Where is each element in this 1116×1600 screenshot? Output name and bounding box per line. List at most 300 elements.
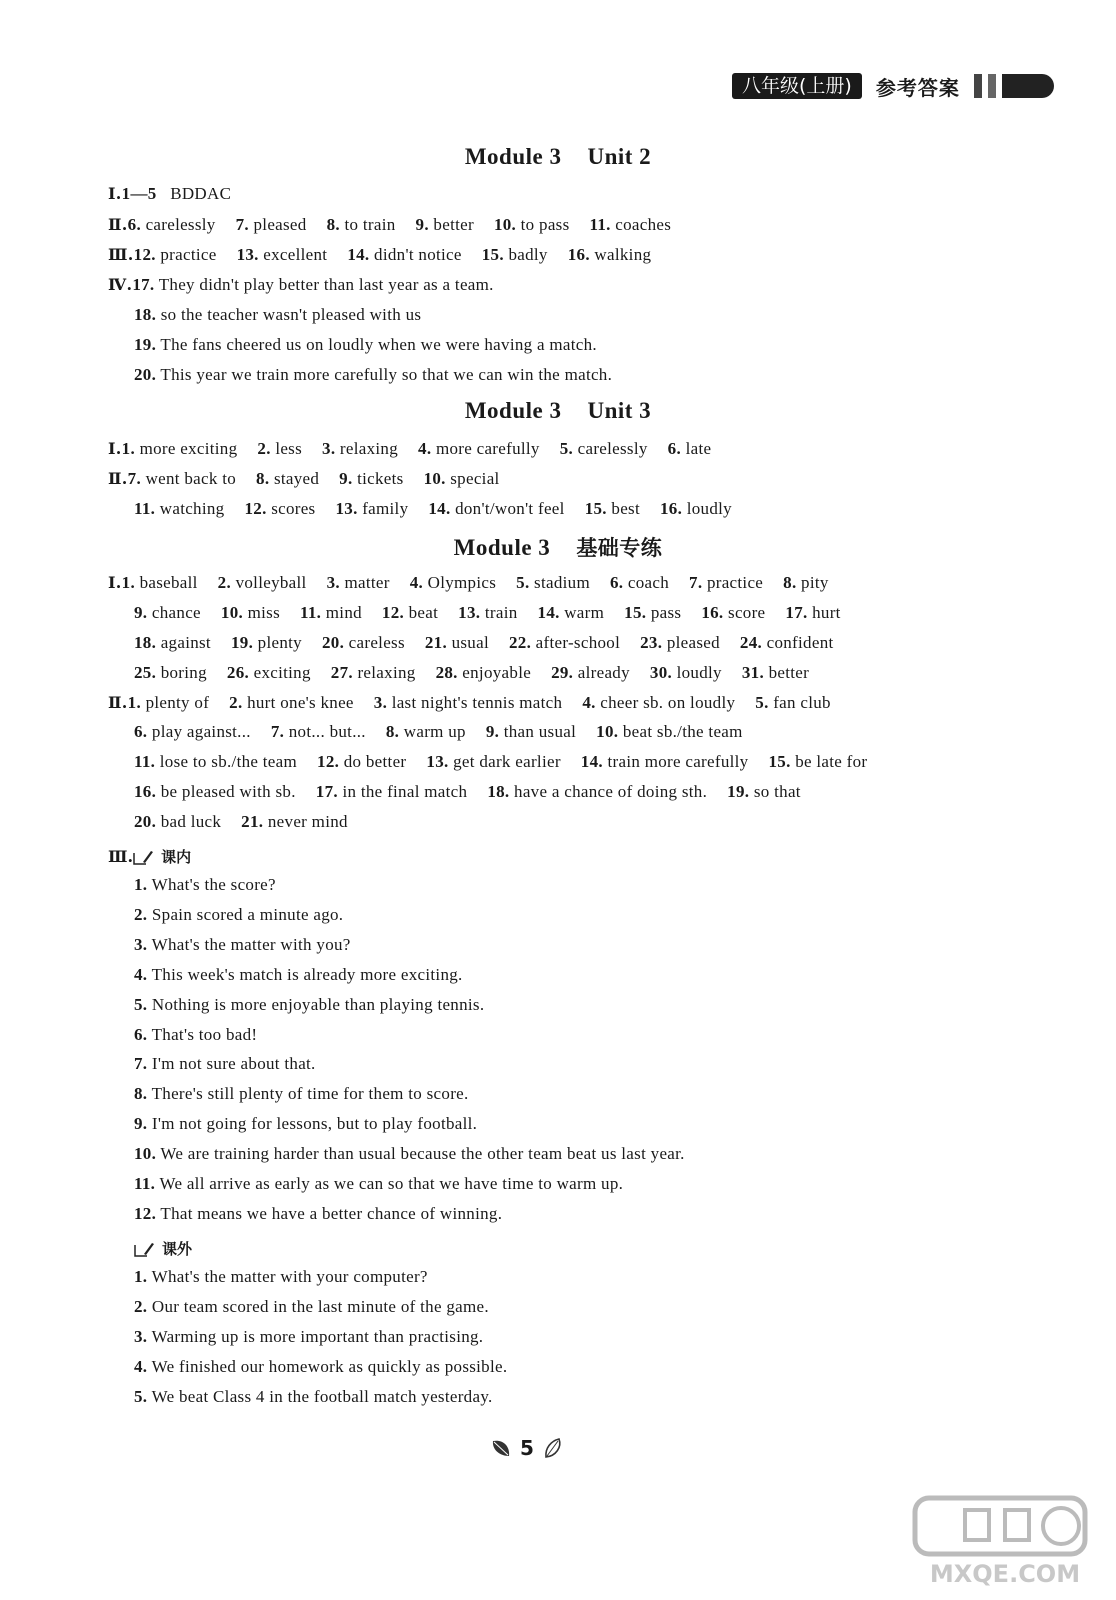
answer-item (785, 603, 840, 623)
item-answer: boring (156, 663, 207, 682)
item-answer: pleased (662, 633, 720, 652)
section-title (0, 532, 1116, 562)
answer-line (108, 439, 731, 459)
item-answer: baseball (135, 573, 198, 592)
item-answer: fan club (768, 693, 831, 712)
decor-bar (974, 74, 982, 98)
item-number: 4. (134, 964, 148, 984)
answer-item (128, 693, 210, 713)
item-number: 5. (134, 1386, 148, 1406)
item-number: 7. (127, 469, 142, 488)
item-number: 3. (322, 439, 336, 458)
answer-item (560, 439, 648, 459)
grade-badge: 八年级(上册) (732, 73, 862, 99)
item-number: 15. (768, 752, 791, 771)
item-answer: stayed (269, 469, 320, 488)
item-answer: walking (589, 245, 652, 264)
item-number: 14. (580, 752, 603, 771)
item-answer: be late for (790, 752, 868, 771)
item-answer: warm up (399, 722, 466, 741)
item-answer: plenty of (141, 693, 210, 712)
module-label: Module 3 (464, 398, 562, 423)
item-number: 10. (220, 603, 244, 622)
item-number: 14. (428, 499, 451, 518)
item-number: 2. (229, 693, 243, 712)
item-number: 3. (134, 1326, 148, 1346)
answer-item (134, 722, 251, 742)
item-number: 3. (326, 573, 340, 592)
roman-numeral: Ⅱ. (108, 693, 128, 712)
answer-item (487, 782, 707, 802)
item-number: 9. (415, 215, 429, 234)
answer-item (134, 995, 484, 1015)
item-answer: less (270, 439, 303, 458)
answer-item (568, 245, 652, 265)
answer-item (134, 1114, 477, 1134)
sentence-line (134, 1387, 513, 1407)
item-number: 16. (701, 603, 724, 622)
item-answer: pass (646, 603, 682, 622)
item-number: 27. (330, 663, 353, 682)
roman-numeral: Ⅱ. (108, 469, 128, 488)
answer-line (134, 722, 763, 742)
item-number: 15. (624, 603, 647, 622)
answer-item (486, 722, 576, 742)
item-answer: relaxing (335, 439, 399, 458)
item-answer: Nothing is more enjoyable than playing tennis. (147, 994, 485, 1014)
sentence-line (134, 1357, 527, 1377)
item-answer: lose to sb./the team (155, 752, 298, 771)
answer-item (132, 275, 493, 295)
item-number: 18. (487, 782, 510, 801)
item-number: 11. (589, 215, 611, 234)
item-number: 17. (132, 275, 155, 294)
page-footer (490, 1436, 564, 1460)
sentence-line (134, 1025, 277, 1045)
item-answer: bad luck (156, 812, 222, 831)
item-number: 1. (121, 439, 136, 458)
answer-item (331, 663, 416, 683)
item-answer: more exciting (135, 439, 238, 458)
answer-item (624, 603, 681, 623)
item-number: 9. (339, 469, 353, 488)
answer-line (134, 365, 632, 385)
answer-item (134, 245, 217, 265)
answer-item (382, 603, 438, 623)
answer-item (428, 499, 564, 519)
item-answer: careless (344, 633, 405, 652)
item-number: 16. (567, 245, 590, 264)
answer-line (134, 305, 441, 325)
item-number: 11. (134, 1174, 156, 1193)
sentence-line (134, 875, 296, 895)
answer-item (134, 365, 612, 385)
answer-item (134, 663, 207, 683)
item-number: 12. (317, 752, 340, 771)
roman-numeral: Ⅲ. (108, 847, 134, 866)
item-answer: don't/won't feel (450, 499, 565, 518)
answer-item (509, 633, 620, 653)
item-answer: Warming up is more important than practising. (147, 1326, 484, 1346)
item-number: 19. (134, 335, 157, 354)
item-number: 9. (134, 1114, 148, 1134)
item-number: 6. (667, 439, 682, 458)
answer-line (108, 469, 520, 489)
answer-line (108, 275, 514, 295)
answer-item (134, 935, 351, 955)
item-answer: family (357, 499, 409, 518)
answer-item (256, 469, 319, 489)
sentence-line (134, 935, 371, 955)
item-number: 9. (485, 722, 500, 741)
item-answer: We all arrive as early as we can so that we have time to warm up. (155, 1174, 624, 1193)
unit-label: Unit 2 (587, 144, 652, 169)
roman-numeral: Ⅲ. (108, 245, 134, 264)
answers-label: 参考答案 (875, 75, 960, 100)
answer-line (134, 633, 854, 653)
item-number: 8. (385, 722, 400, 741)
item-answer: pleased (248, 215, 307, 234)
item-answer: special (445, 469, 500, 488)
answer-item (322, 633, 405, 653)
answer-item (128, 215, 216, 235)
item-answer: What's the matter with your computer? (147, 1267, 428, 1286)
item-number: 15. (481, 245, 504, 264)
item-number: 8. (256, 469, 270, 488)
item-answer: against (156, 633, 211, 652)
watermark-logo (905, 1490, 1105, 1590)
answer-item (581, 752, 749, 772)
answer-item (257, 439, 302, 459)
item-answer: already (573, 663, 630, 682)
item-answer: better (428, 215, 474, 234)
item-answer: confident (762, 633, 834, 652)
item-number: 1. (134, 1267, 148, 1286)
module-label: Module 3 (464, 144, 562, 169)
answer-item (134, 335, 597, 355)
item-answer: practice (702, 573, 764, 592)
answer-item (134, 752, 297, 772)
item-answer: mind (321, 603, 362, 622)
answer-line (134, 663, 829, 683)
item-number: 2. (257, 439, 271, 458)
answer-item (134, 1267, 428, 1287)
answer-line (134, 603, 861, 623)
item-number: 11. (134, 499, 156, 518)
item-answer: chance (147, 603, 201, 622)
item-number: 13. (426, 752, 449, 771)
answer-item (727, 782, 801, 802)
roman-numeral: Ⅰ. (108, 184, 122, 203)
sentence-line (134, 1144, 705, 1164)
item-number: 11. (134, 752, 156, 771)
item-answer: watching (155, 499, 225, 518)
answer-item (783, 573, 829, 593)
roman-numeral: Ⅳ. (108, 275, 133, 294)
answer-item (134, 603, 201, 623)
item-number: 24. (739, 633, 763, 652)
item-number: 1. (134, 875, 148, 894)
item-answer: carelessly (141, 215, 216, 234)
answer-item (660, 499, 732, 519)
answer-item (227, 663, 311, 683)
answer-item (134, 1174, 623, 1194)
item-number: 21. (424, 633, 448, 652)
item-number: 17. (785, 603, 808, 622)
item-number: 2. (134, 1296, 148, 1316)
item-answer: not... but... (284, 722, 366, 741)
leaf-icon (490, 1437, 512, 1459)
leaf-icon (542, 1437, 564, 1459)
answer-item (516, 573, 590, 593)
answer-item (128, 469, 236, 489)
answer-item (316, 782, 468, 802)
sentence-line (134, 1327, 503, 1347)
answer-line (108, 693, 851, 713)
item-answer: more carefully (431, 439, 540, 458)
item-answer: There's still plenty of time for them to score. (147, 1084, 469, 1104)
item-answer: in the final match (337, 782, 468, 801)
item-number: 4. (582, 693, 596, 712)
item-answer: coach (623, 573, 670, 592)
answer-item (134, 905, 343, 925)
item-number: 4. (409, 573, 424, 592)
pen-icon (134, 1241, 156, 1257)
answer-item (425, 633, 489, 653)
item-answer: tickets (352, 469, 404, 488)
item-number: 13. (335, 499, 358, 518)
sentence-line (134, 1297, 509, 1317)
item-answer: didn't notice (369, 245, 462, 264)
subsection-inside (108, 846, 191, 867)
item-answer: Our team scored in the last minute of the game. (147, 1296, 489, 1316)
answer-item (436, 663, 532, 683)
answer-item (236, 215, 307, 235)
answer-item (134, 875, 276, 895)
answer-item (221, 603, 280, 623)
answer-item (134, 499, 224, 519)
answer-item (426, 752, 560, 772)
item-answer: play against... (147, 722, 251, 741)
answer-line (108, 245, 671, 265)
decor-bar (1002, 74, 1054, 98)
item-answer: so that (749, 782, 801, 801)
answer-item (134, 1084, 469, 1104)
item-answer: after-school (531, 633, 621, 652)
roman-numeral: Ⅱ. (108, 215, 128, 234)
item-answer: scores (266, 499, 316, 518)
answer-item (386, 722, 466, 742)
item-answer: score (723, 603, 766, 622)
answer-item (416, 215, 474, 235)
answer-item (134, 1025, 257, 1045)
answer-item (300, 603, 362, 623)
item-answer: train (480, 603, 518, 622)
answer-item (640, 633, 720, 653)
item-answer: miss (243, 603, 280, 622)
item-answer: late (681, 439, 712, 458)
answer-item (134, 1297, 489, 1317)
item-number: 16. (659, 499, 683, 518)
answer-item (229, 693, 354, 713)
item-number: 12. (134, 1203, 157, 1223)
answer-item (458, 603, 517, 623)
item-answer: practice (155, 245, 217, 264)
sentence-line (134, 1114, 497, 1134)
answer-item (742, 663, 809, 683)
item-answer: What's the matter with you? (147, 934, 351, 954)
section-title (0, 144, 1116, 170)
answer-line (108, 184, 231, 204)
answer-item (231, 633, 302, 653)
answer-item (418, 439, 540, 459)
item-answer: cheer sb. on loudly (595, 693, 736, 712)
item-answer: relaxing (352, 663, 416, 682)
answer-item (668, 439, 712, 459)
item-answer: I'm not sure about that. (147, 1054, 316, 1074)
page-header (732, 72, 1054, 100)
item-number: 14. (347, 245, 370, 264)
item-number: 4. (134, 1356, 148, 1376)
item-answer: enjoyable (457, 663, 532, 682)
item-number: 13. (236, 245, 259, 264)
item-answer: hurt (807, 603, 841, 622)
item-answer: That means we have a better chance of winning. (156, 1203, 503, 1223)
answer-line (134, 812, 368, 832)
answer-item (482, 245, 548, 265)
answer-item (122, 573, 198, 593)
item-number: 20. (134, 365, 157, 384)
item-answer: coaches (610, 215, 672, 234)
item-answer: volleyball (231, 573, 307, 592)
answer-line (134, 499, 752, 519)
item-answer: loudly (682, 499, 732, 518)
answer-item (134, 1327, 483, 1347)
item-answer: carelessly (573, 439, 648, 458)
answer-item (327, 573, 390, 593)
item-answer: do better (339, 752, 407, 771)
item-number: 8. (783, 573, 797, 592)
roman-numeral: Ⅰ. (108, 573, 122, 592)
item-number: 19. (727, 782, 750, 801)
item-answer: have a chance of doing sth. (509, 782, 708, 801)
item-number: 14. (537, 603, 560, 622)
item-number: 12. (133, 245, 156, 264)
item-number: 10. (493, 215, 517, 234)
inside-label: 课内 (161, 848, 192, 866)
item-answer: beat sb./the team (618, 722, 743, 741)
answer-item (244, 499, 315, 519)
outside-label: 课外 (162, 1240, 193, 1258)
answer-item (582, 693, 735, 713)
item-number: 7. (134, 1054, 148, 1074)
item-number: 11. (300, 603, 322, 622)
item-number: 1. (127, 693, 142, 712)
item-number: 6. (127, 215, 142, 234)
item-answer: stadium (529, 573, 590, 592)
answer-item (271, 722, 366, 742)
item-number: 4. (418, 439, 432, 458)
item-number: 23. (640, 633, 663, 652)
item-answer: The fans cheered us on loudly when we were having a match. (156, 335, 597, 354)
answer-item (122, 439, 238, 459)
item-number: 8. (134, 1084, 148, 1104)
sentence-line (134, 965, 483, 985)
item-answer: best (606, 499, 640, 518)
item-number: 22. (508, 633, 532, 652)
item-answer: pity (796, 573, 829, 592)
answer-item (410, 573, 496, 593)
answer-item (218, 573, 307, 593)
item-answer: to train (339, 215, 396, 234)
item-answer: to pass (516, 215, 570, 234)
answer-item (134, 305, 421, 325)
answer-item (134, 812, 221, 832)
item-number: 20. (134, 812, 157, 831)
answer-item (241, 812, 348, 832)
answer-item (134, 782, 296, 802)
item-number: 9. (134, 603, 148, 622)
decor-bar (988, 74, 996, 98)
item-number: 17. (315, 782, 338, 801)
item-answer: We finished our homework as quickly as possible. (147, 1356, 508, 1376)
answer-item (650, 663, 722, 683)
item-number: 5. (559, 439, 574, 458)
item-answer: This year we train more carefully so that we can win the match. (156, 365, 613, 384)
item-answer: Olympics (423, 573, 497, 592)
answer-item (551, 663, 630, 683)
answer-item (134, 1387, 493, 1407)
item-number: 21. (241, 812, 264, 831)
sentence-line (134, 1267, 448, 1287)
item-answer: matter (339, 573, 390, 592)
item-number: 8. (326, 215, 340, 234)
item-number: 13. (458, 603, 481, 622)
item-answer: What's the score? (147, 875, 276, 894)
item-answer: That's too bad! (147, 1024, 258, 1044)
answer-line (134, 335, 617, 355)
item-answer: I'm not going for lessons, but to play football. (147, 1114, 478, 1134)
answer-item (339, 469, 403, 489)
sentence-line (134, 1054, 336, 1074)
item-answer: so the teacher wasn't pleased with us (156, 305, 422, 324)
item-answer: We beat Class 4 in the football match yesterday. (147, 1386, 493, 1406)
item-answer: plenty (253, 633, 302, 652)
answer-item (538, 603, 605, 623)
sentence-line (134, 1084, 489, 1104)
item-number: 6. (134, 722, 148, 741)
item-number: 7. (270, 722, 285, 741)
answer-item (335, 499, 408, 519)
item-number: 6. (134, 1024, 148, 1044)
item-answer: usual (447, 633, 489, 652)
answer-item (134, 633, 211, 653)
item-number: 25. (134, 663, 157, 682)
item-number: 29. (551, 663, 574, 682)
answer-value: BDDAC (170, 184, 232, 203)
item-number: 19. (230, 633, 254, 652)
item-number: 15. (584, 499, 607, 518)
answer-item (322, 439, 398, 459)
answer-item (494, 215, 570, 235)
answer-item (590, 215, 672, 235)
item-answer: train more carefully (602, 752, 749, 771)
subsection-outside (134, 1238, 192, 1259)
answer-item (134, 1204, 502, 1224)
answer-item (134, 1144, 685, 1164)
item-number: 5. (134, 994, 148, 1014)
item-number: 12. (244, 499, 267, 518)
